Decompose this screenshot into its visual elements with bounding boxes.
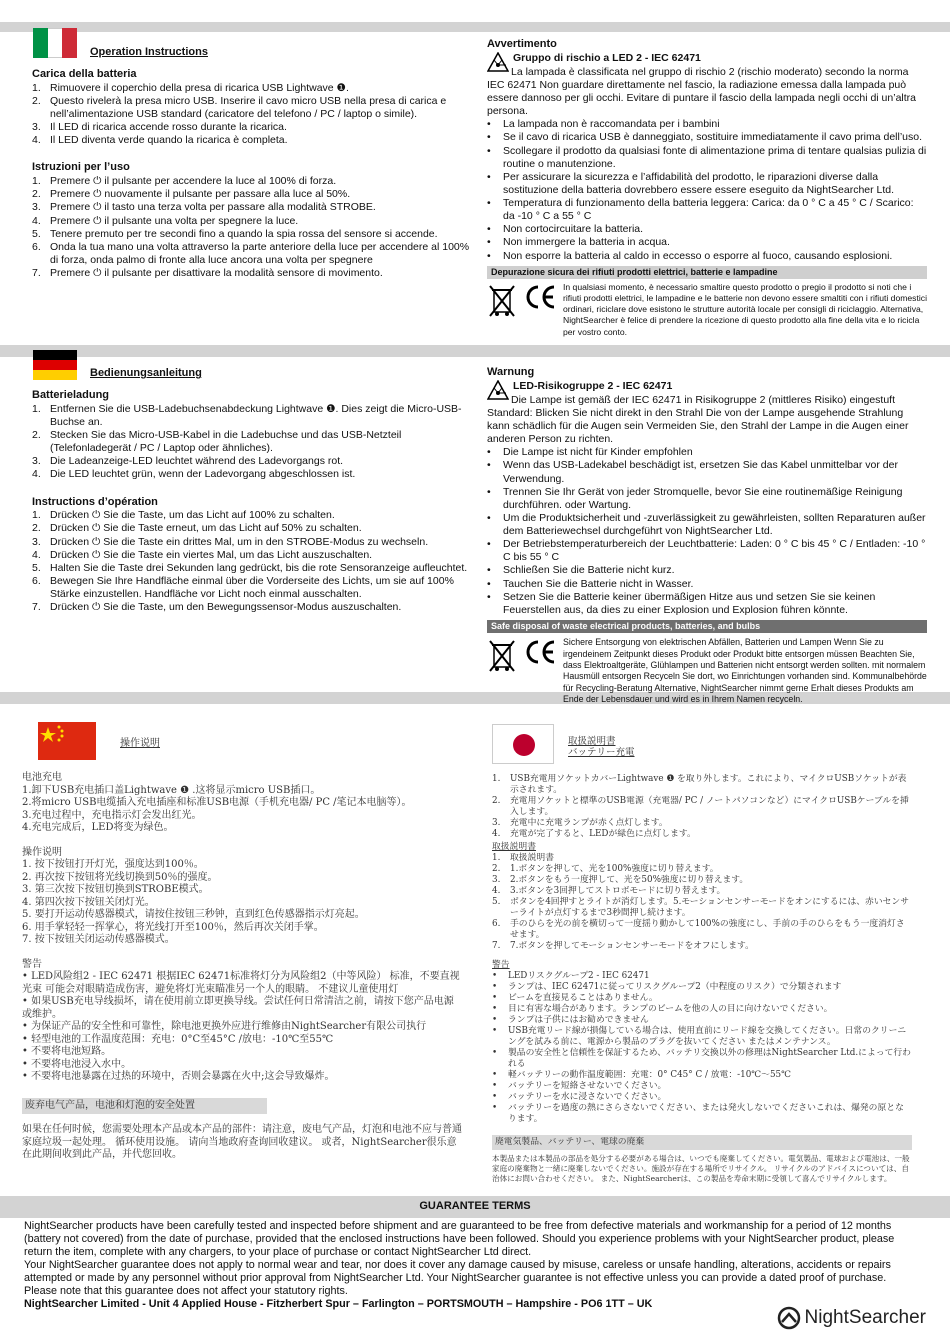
- japanese-flag: [492, 724, 554, 764]
- list-item: [32, 228, 472, 241]
- item-text: 7.ボタンを押してモーションセンサーモードをオフにします。: [510, 940, 754, 951]
- italian-title: Operation Instructions: [90, 46, 208, 58]
- item-text: Non cortocircuitare la batteria.: [503, 223, 644, 236]
- list-item: [487, 250, 927, 263]
- top-band: [0, 22, 950, 32]
- item-number: 3.: [32, 455, 41, 468]
- item-number: 6.: [492, 918, 501, 929]
- list-item: [487, 145, 927, 171]
- german-warning-text: Die Lampe ist gemäß der IEC 62471 in Risikogruppe 2 (mittleres Risiko) eingestuft Standard: Blicken Sie nicht direkt in den Strahl Die von der Lampe ausgehende Strahlung kann schädlich für die Augen sein Vermeiden Sie, den Strahl der Lampe in die Augen einer anderen Person zu richten.: [487, 393, 909, 446]
- list-item: [487, 459, 927, 485]
- item-number: 5.: [32, 227, 41, 240]
- item-text: Stecken Sie das Micro-USB-Kabel in die Ladebuchse und das USB-Netzteil (Telefonladegerät / PC / Laptop oder ähnliches).: [50, 429, 402, 455]
- italian-usage-heading: Istruzioni per l’uso: [32, 161, 130, 174]
- middle-band: [0, 345, 950, 357]
- list-item: • 不要将电池浸入水中。: [22, 1058, 132, 1070]
- bullet-icon: •: [487, 511, 491, 524]
- bullet-icon: •: [487, 538, 491, 551]
- japanese-warning-list: [492, 971, 912, 1125]
- item-text: Il LED diventa verde quando la ricarica è completa.: [50, 134, 288, 147]
- item-text: Tenere premuto per tre secondi fino a quando la spia rossa del sensore si accende.: [50, 227, 438, 240]
- list-item: [487, 131, 927, 144]
- item-number: 5.: [492, 896, 501, 907]
- item-text: Scollegare il prodotto da qualsiasi fonte di alimentazione prima di tentare qualsias pulizia di routine o manutenzione.: [503, 144, 927, 170]
- item-text: Premere ⏻ il pulsante una volta per spegnere la luce.: [50, 214, 299, 227]
- list-item: [487, 564, 927, 577]
- guarantee-body: [24, 1220, 924, 1311]
- list-item: [487, 171, 927, 197]
- item-number: 2.: [32, 522, 41, 535]
- list-item: • 为保证产品的安全性和可靠性，除电池更换外应进行维修由NightSearcher有限公司执行: [22, 1021, 427, 1032]
- bullet-icon: •: [492, 1014, 498, 1025]
- bullet-icon: •: [492, 1003, 498, 1014]
- chinese-warning-heading: 警告: [22, 958, 42, 970]
- german-usage-heading: Instructions d’opération: [32, 495, 158, 508]
- list-item: [492, 1103, 912, 1125]
- bullet-icon: •: [487, 118, 491, 131]
- item-number: 2.: [32, 94, 41, 107]
- bullet-icon: •: [492, 970, 498, 981]
- chinese-title: 操作说明: [120, 738, 160, 749]
- item-number: 1.: [492, 852, 501, 863]
- list-item: [32, 82, 472, 95]
- bullet-icon: •: [487, 446, 491, 459]
- list-item: [492, 875, 912, 886]
- list-item: [492, 796, 912, 818]
- weee-bin-icon: [487, 282, 517, 318]
- item-text: ランプは、IEC 62471に従ってリスクグループ2（中程度のリスク）で分類されます: [508, 981, 842, 992]
- german-instructions: [32, 389, 472, 614]
- item-text: Rimuovere il coperchio della presa di ricarica USB Lightwave ❶.: [50, 81, 349, 94]
- list-item: 2. 再次按下按钮将光线切换到50％的强度。: [22, 871, 218, 883]
- bullet-icon: •: [492, 1080, 498, 1091]
- guarantee-paragraph-1: NightSearcher products have been carefully tested and inspected before shipment and are guaranteed to be free from defective materials and workmanship for a period of 12 months (battery not covered) from the date of purchase, provided that the enclosed instructions have been followed. Should you experience problems with your NightSearcher product, please return the item, complete with any chargers, to your place of purchase or contact NightSearcher Ltd direct.: [24, 1220, 895, 1258]
- item-text: Questo rivelerà la presa micro USB. Inserire il cavo micro USB nella presa di carica e nell’alimentazione USB standard (caricatore del telefono / PC / laptop o simile).: [50, 94, 447, 120]
- german-warning: [487, 366, 927, 706]
- italian-warning-heading: Avvertimento: [487, 38, 557, 50]
- item-number: 3.: [32, 201, 41, 214]
- item-text: Schließen Sie die Batterie nicht kurz.: [503, 564, 675, 577]
- item-text: Drücken ⏻ Sie die Taste erneut, um das Licht auf 50% zu schalten.: [50, 522, 362, 535]
- bullet-icon: •: [487, 170, 491, 183]
- list-item: [32, 549, 472, 562]
- list-item: [32, 536, 472, 549]
- chinese-flag: [38, 722, 96, 760]
- list-item: 1.卸下USB充电插口盖Lightwave ❶ .这将显示micro USB插口。: [22, 784, 321, 796]
- german-warning-list: [487, 446, 927, 617]
- laser-warning-icon: [487, 380, 509, 400]
- list-item: [32, 188, 472, 201]
- list-item: [32, 562, 472, 575]
- bullet-icon: •: [487, 459, 491, 472]
- item-text: USB充電リード線が損傷している場合は、使用直前にリード線を交換してください。日常のクリーニングを試みる前に、電源から製品のプラグを抜いてください またはメンテナンス。: [508, 1025, 907, 1047]
- bullet-icon: •: [492, 1069, 498, 1080]
- japanese-usage-heading: 取扱説明書: [492, 841, 536, 852]
- item-number: 6.: [32, 574, 41, 587]
- italian-flag: [33, 28, 77, 58]
- item-text: バッテリーを短絡させないでください。: [508, 1080, 667, 1091]
- list-item: [32, 575, 472, 601]
- list-item: • LED风险组2 - IEC 62471 根据IEC 62471标准将灯分为风险组2（中等风险） 标准，不要直视光束 可能会对眼睛造成伤害，避免将灯光束瞄准另一个人的眼睛。 不建议儿童使用灯: [22, 971, 460, 995]
- item-number: 1.: [32, 81, 41, 94]
- bullet-icon: •: [487, 197, 491, 209]
- item-number: 2.: [32, 188, 41, 201]
- list-item: [32, 522, 472, 535]
- item-number: 3.: [492, 817, 501, 828]
- item-number: 4.: [492, 828, 501, 839]
- german-flag: [33, 350, 77, 380]
- laser-warning-icon: [487, 52, 509, 72]
- german-disposal-heading: Safe disposal of waste electrical products, batteries, and bulbs: [487, 620, 927, 633]
- chinese-charging-list: [22, 785, 462, 835]
- item-text: Drücken ⏻ Sie die Taste ein drittes Mal, um in den STROBE-Modus zu wechseln.: [50, 535, 429, 548]
- item-text: La lampada non è raccomandata per i bambini: [503, 118, 720, 131]
- list-item: [32, 509, 472, 522]
- list-item: 2.将micro USB电缆插入充电插座和标准USB电源（手机充电器/ PC /笔记本电脑等）。: [22, 797, 412, 808]
- chinese-disposal-text: 如果在任何时候，您需要处理本产品或本产品的部件：请注意，废电气产品，灯泡和电池不应与普通家庭垃圾一起处理。 循环使用设施。 请向当地政府查询回收建议。 或者，NightSearcher很乐意在此期间收到此产品，并代您回收。: [22, 1124, 462, 1160]
- item-text: Premere ⏻ il pulsante per disattivare la modalità sensore di movimento.: [50, 267, 383, 279]
- nightsearcher-logo: [777, 1306, 926, 1330]
- list-item: [492, 1004, 912, 1015]
- item-text: Der Betriebstemperaturbereich der Leuchtbatterie: Laden: 0 ° C bis 45 ° C / Entladen: -10 ° C bis 55 ° C: [503, 538, 926, 564]
- list-item: [492, 897, 912, 919]
- logo-text: NightSearcher: [804, 1307, 926, 1329]
- list-item: • 轻型电池的工作温度范围：充电：0°C至45°C /放电：-10℃至55℃: [22, 1033, 334, 1045]
- bullet-icon: •: [487, 131, 491, 144]
- item-text: Die Lampe ist nicht für Kinder empfohlen: [503, 446, 693, 459]
- bullet-icon: •: [487, 223, 491, 236]
- item-text: Drücken ⏻ Sie die Taste, um das Licht auf 100% zu schalten.: [50, 509, 335, 522]
- item-text: Premere ⏻ il tasto una terza volta per passare alla modalità STROBE.: [50, 201, 376, 214]
- item-number: 4.: [32, 548, 41, 561]
- list-item: 3. 第三次按下按钮切换到STROBE模式。: [22, 884, 209, 895]
- list-item: [487, 197, 927, 223]
- list-item: [492, 864, 912, 875]
- italian-warning-text: La lampada è classificata nel gruppo di rischio 2 (rischio moderato) secondo la norma IEC 62471 Non guardare direttamente nel fascio, la radiazione emessa dalla lampada può essere dannoso per gli occhi. Evitare di puntare il fascio della lampada negli occhi di un’altra persona.: [487, 65, 916, 118]
- bullet-icon: •: [492, 1102, 498, 1113]
- japanese-subtitle: バッテリー充電: [568, 747, 635, 758]
- list-item: [32, 95, 472, 121]
- bullet-icon: •: [487, 564, 491, 577]
- item-text: 目に有害な場合があります。ランプのビームを他の人の目に向けないでください。: [508, 1003, 833, 1014]
- german-title: Bedienungsanleitung: [90, 367, 202, 379]
- weee-bin-icon: [487, 637, 517, 673]
- item-text: 充電が完了すると、LEDが緑色に点灯します。: [510, 828, 696, 839]
- bullet-icon: •: [492, 981, 498, 992]
- list-item: [487, 591, 927, 617]
- list-item: • 不要将电池短路。: [22, 1046, 112, 1057]
- list-item: [492, 818, 912, 829]
- list-item: [492, 1081, 912, 1092]
- list-item: [492, 1048, 912, 1070]
- item-number: 3.: [32, 121, 41, 134]
- list-item: [32, 267, 472, 280]
- list-item: 4. 第四次按下按钮关闭灯光。: [22, 896, 155, 908]
- list-item: [32, 175, 472, 188]
- list-item: [487, 446, 927, 459]
- bullet-icon: •: [492, 1025, 498, 1036]
- item-text: 充電用ソケットと標準のUSB電源（充電器/ PC / ノートパソコンなど）にマイクロUSBケーブルを挿入します。: [510, 795, 909, 817]
- list-item: [492, 1092, 912, 1103]
- german-disposal-text: Sichere Entsorgung von elektrischen Abfällen, Batterien und Lampen Wenn Sie zu irgendeinem Zeitpunkt dieses Produkt oder Produkt bitte entsorgen müssen Beachten Sie, dass Elektroaltgeräte, Glühlampen und Batterien nicht entsorgt werden sollten. mit normalem Hausmüll entsorgen Recyceln Sie dort, wo Einrichtungen vorhanden sind. Kommunalbehörde für Recycling-Beratung Alternative, NightSearcher nimmt gerne Erhalt dieses Produkts am Ende der Lebensdauer und wird es in Ihrem Namen recyceln.: [563, 637, 927, 705]
- japanese-disposal-text: 本製品または本製品の部品を処分する必要がある場合は、いつでも廃棄してください。電気製品、電球および電池は、一般家庭の廃棄物と一緒に廃棄しないでください。施設が存在する場所でリサイクル。 リサイクルのアドバイスについては、自治体にお問い合わせください。 また、NightSearcherは、この製品を寿命末期に受領して喜んでリサイクルします。: [492, 1153, 910, 1183]
- list-item: [492, 774, 912, 796]
- item-text: Entfernen Sie die USB-Ladebuchsenabdeckung Lightwave ❶. Dies zeigt die Micro-USB-Buchse an.: [50, 402, 462, 428]
- list-item: [492, 993, 912, 1004]
- item-text: Halten Sie die Taste drei Sekunden lang gedrückt, bis die rote Sensoranzeige aufleuchtet.: [50, 561, 468, 574]
- list-item: [487, 538, 927, 564]
- japanese-title: 取扱説明書: [568, 736, 616, 747]
- chinese-usage-heading: 操作说明: [22, 846, 62, 858]
- item-number: 4.: [32, 134, 41, 147]
- bullet-icon: •: [487, 485, 491, 498]
- item-number: 1.: [32, 402, 41, 415]
- list-item: [32, 134, 472, 147]
- item-number: 1.: [32, 509, 41, 522]
- list-item: [32, 121, 472, 134]
- guarantee-heading: GUARANTEE TERMS: [0, 1196, 950, 1218]
- item-text: 2.ボタンをもう一度押して、光を50%強度に切り替えます。: [510, 874, 749, 885]
- italian-charging-list: [32, 82, 472, 148]
- list-item: [492, 982, 912, 993]
- item-text: Non immergere la batteria in acqua.: [503, 236, 670, 249]
- list-item: [492, 1015, 912, 1026]
- item-text: バッテリーを過度の熱にさらさないでください、または発火しないでくださいこれは、爆発の原となります。: [508, 1102, 904, 1124]
- item-text: Setzen Sie die Batterie keiner übermäßigen Hitze aus und setzen Sie sie keinen Feuerstellen aus, da dies zu einer Explosion und Explosion führen könnte.: [503, 590, 876, 616]
- item-text: Premere ⏻ il pulsante per accendere la luce al 100% di forza.: [50, 175, 337, 188]
- item-number: 7.: [32, 267, 41, 279]
- list-item: [492, 1070, 912, 1081]
- item-number: 2.: [32, 429, 41, 441]
- item-number: 7.: [32, 601, 41, 614]
- list-item: [492, 1026, 912, 1048]
- list-item: [487, 486, 927, 512]
- item-text: 手のひらを光の前を横切って一度揺り動かして100%の強度にし、手前の手のひらをもう一度消灯させます。: [510, 918, 905, 940]
- italian-warning-list: [487, 118, 927, 262]
- list-item: [32, 403, 472, 429]
- japanese-section: [486, 728, 938, 1183]
- item-text: Onda la tua mano una volta attraverso la parte anteriore della luce per accendere al 100% di forza, onda palmo di fronte alla luce ancora una volta per spegnere: [50, 240, 470, 266]
- item-text: 製品の安全性と信頼性を保証するため、バッテリ交換以外の修理はNightSearcher Ltd.によって行われる: [508, 1047, 911, 1069]
- item-text: USB充電用ソケットカバーLightwave ❶ を取り外します。これにより、マイクロUSBソケットが表示されます。: [510, 774, 907, 795]
- item-number: 6.: [32, 240, 41, 253]
- chinese-section: [22, 728, 474, 1160]
- item-number: 4.: [492, 885, 501, 896]
- german-warning-heading: Warnung: [487, 366, 535, 378]
- guarantee-paragraph-2: Your NightSearcher guarantee does not apply to normal wear and tear, nor does it cover any damage caused by misuse, careless or unsafe handling, alterations, accidents or repairs attempted or made by any personnel without prior approval from NightSearcher Ltd. Your NightSearcher guarantee is not effective unless you can provide a dated proof of purchase.: [24, 1258, 891, 1284]
- ce-mark-icon: [523, 637, 557, 667]
- japanese-warning-heading: 警告: [492, 959, 510, 970]
- bullet-icon: •: [487, 590, 491, 603]
- chinese-disposal-heading: 废弃电气产品，电池和灯泡的安全处置: [22, 1098, 267, 1115]
- list-item: [32, 215, 472, 228]
- item-text: Tauchen Sie die Batterie nicht in Wasser.: [503, 577, 694, 590]
- list-item: [32, 601, 472, 614]
- list-item: [492, 919, 912, 941]
- item-text: Il LED di ricarica accende rosso durante la ricarica.: [50, 121, 287, 134]
- item-text: Die LED leuchtet grün, wenn der Ladevorgang abgeschlossen ist.: [50, 468, 356, 481]
- list-item: • 如果USB充电导线损坏，请在使用前立即更换导线。尝试任何日常清洁之前，请按下您产品电源或维护。: [22, 996, 454, 1020]
- list-item: [487, 118, 927, 131]
- item-text: LEDリスクグループ2 - IEC 62471: [508, 970, 650, 981]
- list-item: • 不要将电池暴露在过热的环境中，否则会暴露在火中;这会导致爆炸。: [22, 1071, 335, 1082]
- german-usage-list: [32, 509, 472, 614]
- item-number: 4.: [32, 214, 41, 227]
- italian-charging-heading: Carica della batteria: [32, 68, 137, 80]
- item-number: 2.: [492, 795, 501, 806]
- item-text: ボタンを4回押すとライトが消灯します。5.モーションセンサーモードをオンにするには、赤いセンサーライトが点灯するまで3秒間押し続けます。: [510, 896, 910, 918]
- list-item: [492, 853, 912, 864]
- item-text: 3.ボタンを3回押してストロボモードに切り替えます。: [510, 885, 726, 896]
- bullet-icon: •: [487, 144, 491, 157]
- item-number: 2.: [492, 863, 501, 874]
- item-number: 3.: [32, 535, 41, 548]
- list-item: [32, 201, 472, 214]
- item-text: ビームを直接見ることはありません。: [508, 992, 658, 1003]
- japanese-disposal-heading: 廃電気製品、バッテリー、電球の廃棄: [492, 1135, 912, 1150]
- list-item: [492, 941, 912, 952]
- list-item: [487, 512, 927, 538]
- list-item: 6. 用手掌轻轻一挥掌心，将光线打开至100％，然后再次关闭手掌。: [22, 921, 324, 933]
- item-text: Temperatura di funzionamento della batteria leggera: Carica: da 0 ° C a 45 ° C / Scarico: da -10 ° C a 55 ° C: [503, 197, 914, 223]
- item-text: 1.ボタンを押して、光を100%強度に切り替えます。: [510, 863, 719, 874]
- item-text: 充電中に充電ランプが赤く点灯します。: [510, 817, 668, 828]
- item-text: Non esporre la batteria al caldo in eccesso o esporre al fuoco, causando esplosioni.: [503, 249, 893, 262]
- list-item: [32, 429, 472, 455]
- item-text: Die Ladeanzeige-LED leuchtet während des Ladevorgangs rot.: [50, 455, 344, 468]
- bullet-icon: •: [492, 1047, 498, 1058]
- ce-mark-icon: [523, 282, 557, 312]
- list-item: 7. 按下按钮关闭运动传感器模式。: [22, 934, 175, 945]
- list-item: [492, 829, 912, 840]
- item-number: 5.: [32, 561, 41, 574]
- italian-usage-list: [32, 175, 472, 280]
- italian-disposal-text: In qualsiasi momento, è necessario smaltire questo prodotto o pregio il prodotto si noti che i rifiuti prodotti elettrici, le lampadine e le batterie non devono essere smaltiti con i rifiuti domestici ordinari, riciclare dove esistono le strutture autorità locale per consigli di riciclaggio. Alternativa, NightSearcher è felice di prendere la ricezione di questo prodotto alla fine della vita e lo ricicla per vostro conto.: [563, 281, 927, 337]
- bullet-icon: •: [487, 236, 491, 249]
- list-item: [487, 578, 927, 591]
- bullet-icon: •: [492, 992, 498, 1003]
- item-text: Trennen Sie Ihr Gerät von jeder Stromquelle, bevor Sie eine routinemäßige Reinigung durchführen. oder Wartung.: [503, 485, 903, 511]
- item-number: 1.: [32, 175, 41, 188]
- list-item: [492, 971, 912, 982]
- list-item: 3.充电过程中，充电指示灯会发出红光。: [22, 809, 202, 821]
- item-text: Per assicurare la sicurezza e l’affidabilità del prodotto, le riparazioni diverse dalla sostituzione della batteria dovrebbero essere essere eseguito da NightSearcher Ltd.: [503, 170, 895, 196]
- item-text: バッテリーを水に浸さないでください。: [508, 1091, 667, 1102]
- item-text: Um die Produktsicherheit und -zuverlässigkeit zu gewährleisten, sollten Reparaturen außer dem Batteriewechsel durchgeführt von NightSearcher Ltd.: [503, 511, 926, 537]
- chinese-warning-list: [22, 971, 462, 1084]
- item-text: Premere ⏻ nuovamente il pulsante per passare alla luce al 50%.: [50, 188, 351, 201]
- list-item: [32, 455, 472, 468]
- item-text: ランプは子供にはお勧めできません: [508, 1014, 649, 1025]
- japanese-usage-list: [492, 853, 912, 952]
- list-item: [32, 468, 472, 481]
- item-text: Drücken ⏻ Sie die Taste ein viertes Mal, um das Licht auszuschalten.: [50, 548, 373, 561]
- item-number: 1.: [492, 774, 501, 784]
- italian-warning: [487, 38, 927, 338]
- german-warning-sub: LED-Risikogruppe 2 - IEC 62471: [513, 379, 673, 392]
- nightsearcher-logo-icon: [777, 1306, 801, 1330]
- chinese-usage-list: [22, 859, 462, 947]
- italian-disposal-heading: Depurazione sicura dei rifiuti prodotti elettrici, batterie e lampadine: [487, 266, 927, 279]
- item-text: Wenn das USB-Ladekabel beschädigt ist, ersetzen Sie das Kabel unmittelbar vor der Verwendung.: [503, 459, 898, 485]
- bullet-icon: •: [487, 249, 491, 262]
- item-text: Bewegen Sie Ihre Handfläche einmal über die Vorderseite des Lichts, um sie auf 100% Stärke einzustellen. Handfläche vor Licht noch einmal ausschalten.: [50, 574, 454, 600]
- list-item: [492, 886, 912, 897]
- item-text: 軽バッテリーの動作温度範囲：充電：0° C45° C / 放電：-10℃～55℃: [508, 1069, 791, 1080]
- italian-instructions: [32, 68, 472, 280]
- bullet-icon: •: [492, 1091, 498, 1102]
- list-item: [32, 241, 472, 267]
- guarantee-address: NightSearcher Limited - Unit 4 Applied House - Fitzherbert Spur – Farlington – PORTSMOUTH – Hampshire - PO6 1TT – UK: [24, 1297, 653, 1310]
- japanese-charging-list: [492, 774, 912, 840]
- german-charging-list: [32, 403, 472, 482]
- list-item: 5. 要打开运动传感器模式，请按住按钮三秒钟，直到红色传感器指示灯亮起。: [22, 909, 365, 920]
- item-text: Se il cavo di ricarica USB è danneggiato, sostituire immediatamente il cavo prima dell’uso.: [503, 131, 923, 144]
- item-number: 4.: [32, 468, 41, 481]
- list-item: 1. 按下按钮打开灯光，强度达到100％。: [22, 859, 204, 870]
- item-number: 7.: [492, 940, 501, 951]
- guarantee-paragraph-3: Please note that this guarantee does not affect your statutory rights.: [24, 1284, 348, 1297]
- german-charging-heading: Batterieladung: [32, 389, 110, 401]
- italian-warning-sub: Gruppo di rischio a LED 2 - IEC 62471: [513, 51, 701, 64]
- list-item: [487, 236, 927, 249]
- item-number: 3.: [492, 874, 501, 885]
- chinese-charging-heading: 电池充电: [22, 772, 62, 783]
- bullet-icon: •: [487, 577, 491, 590]
- list-item: 4.充电完成后，LED将变为绿色。: [22, 822, 174, 833]
- item-text: Drücken ⏻ Sie die Taste, um den Bewegungssensor-Modus auszuschalten.: [50, 601, 402, 614]
- item-text: 取扱説明書: [510, 852, 554, 863]
- list-item: [487, 223, 927, 236]
